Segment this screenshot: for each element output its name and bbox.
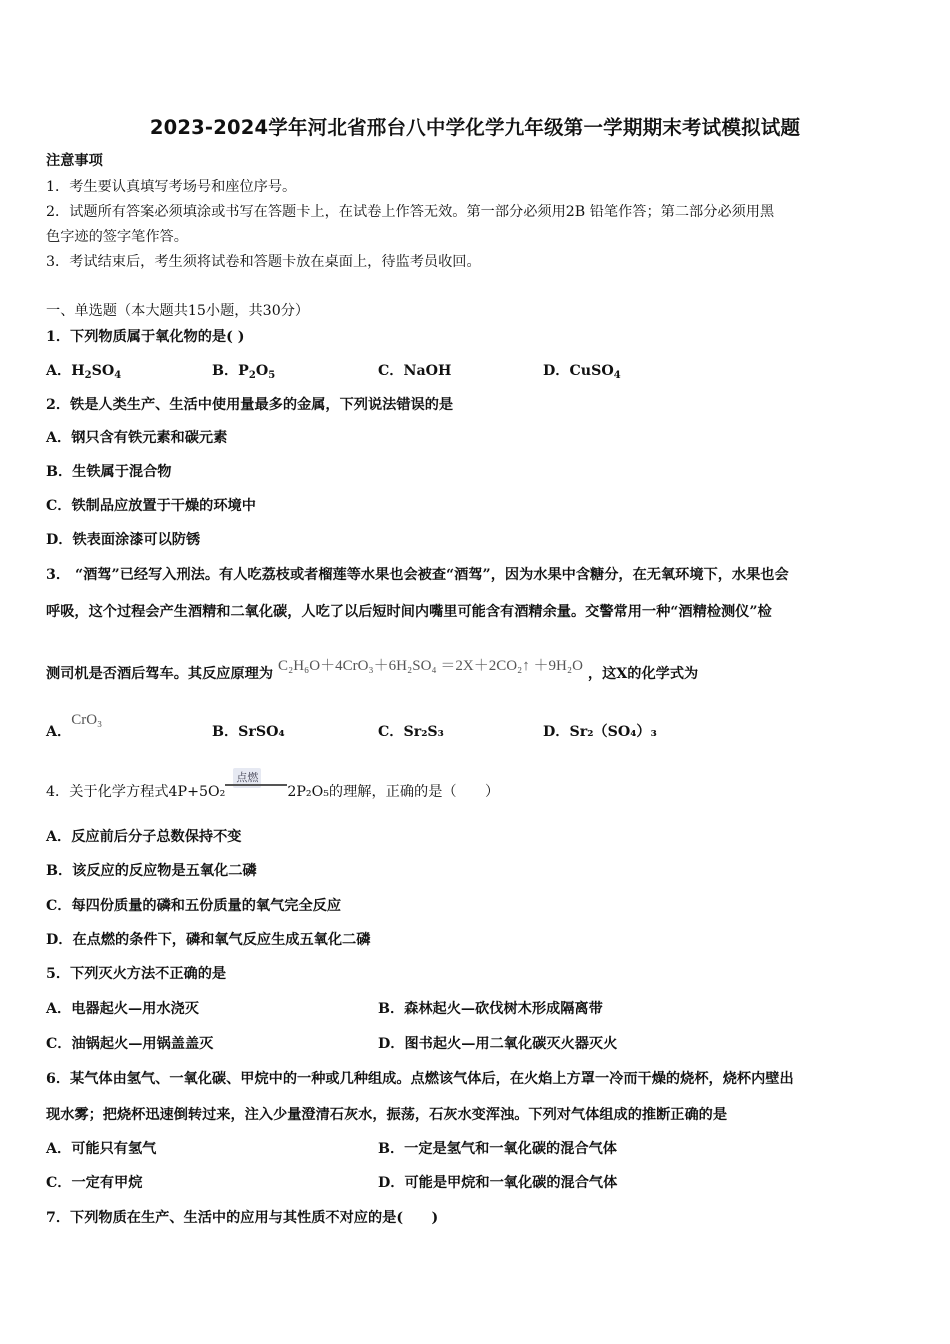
question-4-stem: 4．关于化学方程式4P+5O₂ 点燃 2P₂O₅的理解，正确的是（ ） <box>46 782 499 802</box>
question-1-stem: 1．下列物质属于氧化物的是( ) <box>46 329 245 345</box>
question-7-stem: 7．下列物质在生产、生活中的应用与其性质不对应的是( ) <box>46 1210 439 1226</box>
q6-option-b: B．一定是氢气和一氧化碳的混合气体 <box>378 1141 617 1157</box>
q6-option-c: C．一定有甲烷 <box>46 1175 143 1191</box>
q5-option-c: C．油锅起火—用锅盖盖灭 <box>46 1036 214 1052</box>
q4-option-d: D．在点燃的条件下，磷和氧气反应生成五氧化二磷 <box>46 932 371 948</box>
question-3-line: 测司机是否酒后驾车。其反应原理为 C₂H₆O＋4CrO₃＋6H₂SO₄ ＝2X＋2CO₂↑ ＋9H₂O ，这X的化学式为 <box>46 658 699 682</box>
q2-option-d: D．铁表面涂漆可以防锈 <box>46 532 201 548</box>
q6-option-a: A．可能只有氢气 <box>46 1141 157 1157</box>
section-heading: 一、单选题（本大题共15小题，共30分） <box>46 303 310 319</box>
q3-option-b: B．SrSO₄ <box>212 724 285 740</box>
q6-option-d: D．可能是甲烷和一氧化碳的混合气体 <box>378 1175 618 1191</box>
notice-item: 色字迹的签字笔作答。 <box>46 229 188 245</box>
q1-option-a: A．$H_2SO_4$ <box>46 363 122 381</box>
question-2-stem: 2．铁是人类生产、生活中使用量最多的金属，下列说法错误的是 <box>46 397 454 413</box>
q2-option-c: C．铁制品应放置于干燥的环境中 <box>46 498 256 514</box>
q2-option-a: A．钢只含有铁元素和碳元素 <box>46 430 228 446</box>
notice-heading: 注意事项 <box>46 153 103 169</box>
q1-option-b: B．$P_2O_5$ <box>212 363 276 381</box>
page-title: 2023-2024学年河北省邢台八中学化学九年级第一学期期末考试模拟试题 <box>149 116 801 139</box>
q1-option-c: C．NaOH <box>378 363 452 379</box>
q4-option-b: B．该反应的反应物是五氧化二磷 <box>46 863 257 879</box>
q2-option-b: B．生铁属于混合物 <box>46 464 172 480</box>
q5-option-b: B．森林起火—砍伐树木形成隔离带 <box>378 1001 603 1017</box>
q5-option-a: A．电器起火—用水浇灭 <box>46 1001 199 1017</box>
question-3-line: 呼吸，这个过程会产生酒精和二氧化碳，人吃了以后短时间内嘴里可能含有酒精余量。交警常用一种“酒精检测仪”检 <box>46 604 772 620</box>
notice-item: 3．考试结束后，考生须将试卷和答题卡放在桌面上，待监考员收回。 <box>46 254 481 270</box>
question-5-stem: 5．下列灭火方法不正确的是 <box>46 966 227 982</box>
q3-option-a: A．CrO₃ <box>46 712 103 740</box>
notice-item: 1．考生要认真填写考场号和座位序号。 <box>46 179 297 195</box>
q4-option-a: A．反应前后分子总数保持不变 <box>46 829 242 845</box>
q5-option-d: D．图书起火—用二氧化碳灭火器灭火 <box>378 1036 618 1052</box>
q4-option-c: C．每四份质量的磷和五份质量的氧气完全反应 <box>46 898 342 914</box>
q3-option-d: D．Sr₂（SO₄）₃ <box>543 724 657 740</box>
reaction-equation: C₂H₆O＋4CrO₃＋6H₂SO₄ ＝2X＋2CO₂↑ ＋9H₂O <box>277 658 583 674</box>
question-6-line: 6．某气体由氢气、一氧化碳、甲烷中的一种或几种组成。点燃该气体后，在火焰上方罩一冷而干燥的烧杯，烧杯内壁出 <box>46 1071 794 1087</box>
q3-option-c: C．Sr₂S₃ <box>378 724 444 740</box>
question-3-line: 3． “酒驾”已经写入刑法。有人吃荔枝或者榴莲等水果也会被查“酒驾”，因为水果中含糖分，在无氧环境下，水果也会 <box>46 567 789 583</box>
q1-option-d: D．CuSO$_4$ <box>543 363 621 381</box>
notice-item: 2．试题所有答案必须填涂或书写在答题卡上，在试卷上作答无效。第一部分必须用2B 铅笔作答；第二部分必须用黑 <box>46 204 775 220</box>
reaction-condition-arrow: 点燃 <box>225 782 287 802</box>
question-6-line: 现水雾；把烧杯迅速倒转过来，注入少量澄清石灰水，振荡，石灰水变浑浊。下列对气体组成的推断正确的是 <box>46 1107 728 1123</box>
